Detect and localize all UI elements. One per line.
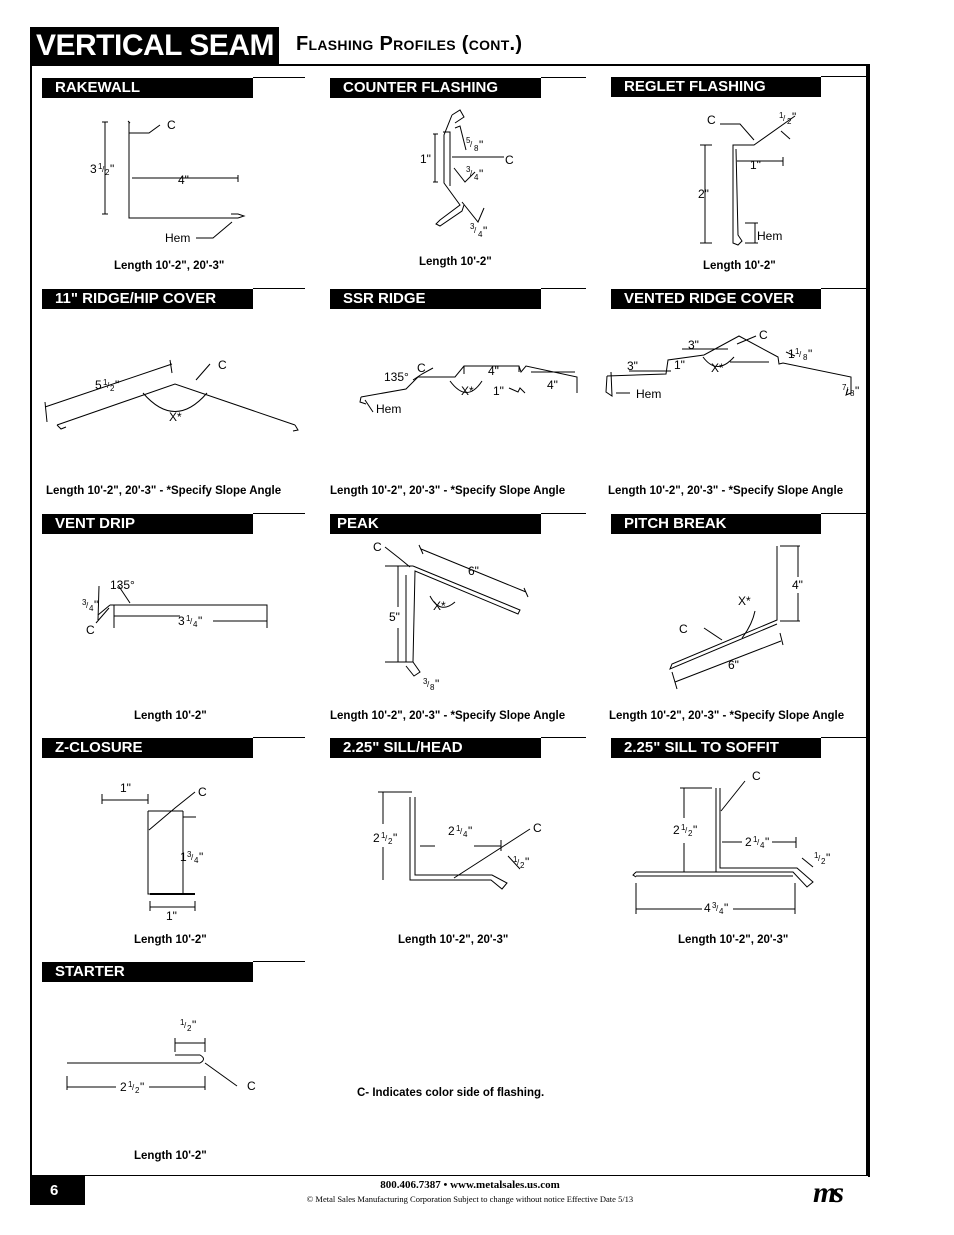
- svg-text:135°: 135°: [110, 578, 135, 592]
- svg-text:": ": [855, 384, 860, 398]
- svg-text:5": 5": [389, 610, 400, 624]
- vent-drip-c-label: C: [86, 623, 95, 637]
- length-reglet-flashing: Length 10'-2": [703, 260, 776, 272]
- svg-text:4: 4: [719, 907, 724, 916]
- svg-text:2: 2: [105, 168, 110, 177]
- svg-text:": ": [479, 138, 484, 152]
- length-ssr-ridge: Length 10'-2", 20'-3" - *Specify Slope Angle: [330, 485, 566, 497]
- svg-text:6": 6": [728, 658, 739, 672]
- svg-text:1: 1: [779, 111, 784, 120]
- reglet-flashing-drawing: [700, 116, 795, 245]
- sill-head-c-label: C: [533, 821, 542, 835]
- header-sill-to-soffit: 2.25" SILL TO SOFFIT: [611, 738, 821, 758]
- svg-text:2: 2: [373, 831, 380, 845]
- svg-text:1: 1: [186, 614, 191, 623]
- svg-text:1: 1: [753, 835, 758, 844]
- svg-text:/: /: [107, 381, 110, 390]
- peak-drawing: [385, 545, 528, 676]
- svg-text:/: /: [799, 350, 802, 359]
- svg-text:": ": [724, 901, 729, 915]
- header-starter: STARTER: [42, 962, 253, 982]
- length-pitch-break: Length 10'-2", 20'-3" - *Specify Slope Angle: [609, 710, 845, 722]
- svg-text:/: /: [385, 834, 388, 843]
- length-vented-ridge-cover: Length 10'-2", 20'-3" - *Specify Slope Angle: [608, 485, 844, 497]
- svg-text:": ": [483, 224, 488, 238]
- svg-text:": ": [792, 110, 797, 124]
- svg-text:/: /: [86, 601, 89, 610]
- page-subtitle: Flashing Profiles (cont.): [296, 33, 523, 55]
- svg-text:/: /: [716, 904, 719, 913]
- svg-text:": ": [808, 347, 813, 361]
- svg-text:/: /: [470, 140, 473, 149]
- svg-text:3: 3: [423, 677, 428, 686]
- svg-text:/: /: [191, 853, 194, 862]
- header-vented-ridge-cover: VENTED RIDGE COVER: [611, 289, 821, 309]
- length-rakewall: Length 10'-2", 20'-3": [114, 260, 225, 272]
- svg-text:4: 4: [89, 604, 94, 613]
- reglet-c-label: C: [707, 113, 716, 127]
- svg-text:2: 2: [187, 1024, 192, 1033]
- svg-text:8: 8: [850, 389, 855, 398]
- metal-sales-logo: ms: [813, 1176, 841, 1209]
- svg-text:5: 5: [466, 136, 471, 145]
- header-reglet-flashing: REGLET FLASHING: [611, 77, 821, 97]
- svg-text:2: 2: [745, 835, 752, 849]
- ridge-x-label: X*: [169, 410, 182, 424]
- svg-text:": ": [826, 851, 831, 865]
- svg-text:2: 2: [388, 837, 393, 846]
- svg-text:135°: 135°: [384, 370, 409, 384]
- counter-dim-1in: 1": [420, 152, 431, 166]
- svg-text:1: 1: [180, 1018, 185, 1027]
- svg-text:1": 1": [120, 781, 131, 795]
- rakewall-c-label: C: [167, 118, 176, 132]
- svg-text:/: /: [818, 854, 821, 863]
- peak-x-label: X*: [433, 599, 446, 613]
- svg-text:4": 4": [792, 578, 803, 592]
- svg-text:8: 8: [803, 353, 808, 362]
- svg-text:/: /: [184, 1021, 187, 1030]
- svg-text:3: 3: [466, 165, 471, 174]
- header-counter-flashing: COUNTER FLASHING: [330, 78, 541, 98]
- reglet-hem-label: Hem: [757, 229, 783, 243]
- svg-text:/: /: [685, 826, 688, 835]
- svg-text:": ": [468, 824, 473, 838]
- svg-text:/: /: [190, 617, 193, 626]
- svg-text:2: 2: [135, 1086, 140, 1095]
- peak-c-label: C: [373, 540, 382, 554]
- svg-text:3: 3: [470, 222, 475, 231]
- length-ridge-hip-cover: Length 10'-2", 20'-3" - *Specify Slope Angle: [46, 485, 282, 497]
- svg-text:4: 4: [463, 830, 468, 839]
- header-ssr-ridge: SSR RIDGE: [330, 289, 541, 309]
- svg-text:": ": [693, 823, 698, 837]
- svg-text:2: 2: [688, 829, 693, 838]
- length-z-closure: Length 10'-2": [134, 934, 207, 946]
- length-sill-to-soffit: Length 10'-2", 20'-3": [678, 934, 789, 946]
- svg-text:2: 2: [120, 1080, 127, 1094]
- length-starter: Length 10'-2": [134, 1150, 207, 1162]
- svg-text:": ": [479, 167, 484, 181]
- svg-text:1": 1": [166, 909, 177, 923]
- header-peak: PEAK: [330, 514, 541, 534]
- svg-text:/: /: [783, 114, 786, 123]
- svg-text:3: 3: [187, 850, 192, 859]
- svg-text:4": 4": [547, 378, 558, 392]
- svg-text:1: 1: [513, 855, 518, 864]
- ssr-hem-label: Hem: [376, 402, 402, 416]
- length-vent-drip: Length 10'-2": [134, 710, 207, 722]
- rakewall-hem-label: Hem: [165, 231, 191, 245]
- svg-text:/: /: [470, 169, 473, 178]
- svg-text:/: /: [517, 858, 520, 867]
- page-title-text: VERTICAL SEAM: [36, 29, 274, 62]
- svg-text:": ": [435, 677, 440, 691]
- svg-text:": ": [765, 835, 770, 849]
- svg-text:4: 4: [478, 230, 483, 239]
- svg-text:6": 6": [468, 564, 479, 578]
- svg-text:4": 4": [488, 364, 499, 378]
- rakewall-dim-whole: 3: [90, 162, 97, 176]
- color-side-note: C- Indicates color side of flashing.: [357, 1087, 545, 1099]
- pitch-break-x-label: X*: [738, 594, 751, 608]
- svg-text:1: 1: [103, 378, 108, 387]
- svg-text:": ": [115, 378, 120, 392]
- length-sill-head: Length 10'-2", 20'-3": [398, 934, 509, 946]
- vented-c-label: C: [759, 328, 768, 342]
- length-counter-flashing: Length 10'-2": [419, 256, 492, 268]
- starter-drawing: [67, 1038, 237, 1090]
- svg-text:/: /: [846, 386, 849, 395]
- rakewall-drawing: [102, 121, 244, 238]
- svg-text:4: 4: [474, 173, 479, 182]
- svg-text:/: /: [132, 1083, 135, 1092]
- svg-text:8: 8: [430, 683, 435, 692]
- svg-text:5: 5: [95, 378, 102, 392]
- svg-text:2: 2: [448, 824, 455, 838]
- counter-c-label: C: [505, 153, 514, 167]
- sill-head-drawing: [378, 792, 530, 889]
- svg-text:/: /: [102, 165, 105, 174]
- footer-legal: © Metal Sales Manufacturing Corporation Subject to change without notice Effective Date 5/13: [306, 1194, 634, 1204]
- svg-text:1": 1": [674, 358, 685, 372]
- svg-text:4: 4: [194, 856, 199, 865]
- svg-text:/: /: [474, 226, 477, 235]
- svg-text:2: 2: [821, 857, 826, 866]
- svg-text:": ": [198, 614, 203, 628]
- ssr-c-label: C: [417, 361, 426, 375]
- svg-text:4: 4: [704, 901, 711, 915]
- svg-text:": ": [393, 831, 398, 845]
- svg-text:1": 1": [493, 384, 504, 398]
- svg-text:1: 1: [98, 162, 103, 171]
- svg-text:7: 7: [842, 383, 847, 392]
- page-number-text: 6: [50, 1182, 59, 1199]
- svg-text:2: 2: [787, 117, 792, 126]
- header-ridge-hip-cover: 11" RIDGE/HIP COVER: [42, 289, 253, 309]
- svg-text:4: 4: [193, 620, 198, 629]
- rakewall-dim-4in: 4": [178, 173, 189, 187]
- svg-text:4: 4: [760, 841, 765, 850]
- vented-x-label: X*: [711, 361, 724, 375]
- header-rakewall: RAKEWALL: [42, 78, 253, 98]
- reglet-dim-1in: 1": [750, 158, 761, 172]
- svg-text:1: 1: [180, 850, 187, 864]
- page-number: [30, 1176, 85, 1205]
- pitch-break-c-label: C: [679, 622, 688, 636]
- svg-text:3: 3: [82, 598, 87, 607]
- svg-text:3: 3: [178, 614, 185, 628]
- footer-contact: 800.406.7387 • www.metalsales.us.com: [380, 1179, 560, 1191]
- svg-text:1: 1: [456, 824, 461, 833]
- svg-text:1: 1: [814, 851, 819, 860]
- svg-text:1: 1: [795, 347, 800, 356]
- svg-text:1: 1: [381, 831, 386, 840]
- svg-text:/: /: [460, 827, 463, 836]
- svg-text:": ": [94, 598, 99, 612]
- length-peak: Length 10'-2", 20'-3" - *Specify Slope Angle: [330, 710, 566, 722]
- header-vent-drip: VENT DRIP: [42, 514, 253, 534]
- svg-text:3": 3": [688, 338, 699, 352]
- svg-text:": ": [192, 1018, 197, 1032]
- svg-text:/: /: [427, 680, 430, 689]
- svg-text:/: /: [757, 838, 760, 847]
- svg-text:1: 1: [788, 347, 795, 361]
- ridge-c-label: C: [218, 358, 227, 372]
- starter-c-label: C: [247, 1079, 256, 1093]
- svg-text:1: 1: [681, 823, 686, 832]
- z-closure-c-label: C: [198, 785, 207, 799]
- svg-text:3: 3: [712, 901, 717, 910]
- header-sill-head: 2.25" SILL/HEAD: [330, 738, 541, 758]
- sill-soffit-c-label: C: [752, 769, 761, 783]
- svg-text:3": 3": [627, 359, 638, 373]
- ssr-x-label: X*: [461, 384, 474, 398]
- svg-text:": ": [110, 162, 115, 176]
- svg-text:1: 1: [128, 1080, 133, 1089]
- header-z-closure: Z-CLOSURE: [42, 738, 253, 758]
- svg-text:": ": [199, 850, 204, 864]
- vented-hem-label: Hem: [636, 387, 662, 401]
- svg-text:2: 2: [110, 384, 115, 393]
- svg-text:2: 2: [520, 861, 525, 870]
- sill-to-soffit-drawing: [633, 781, 813, 914]
- svg-text:": ": [525, 855, 530, 869]
- reglet-dim-2in: 2": [698, 187, 709, 201]
- svg-text:8: 8: [474, 144, 479, 153]
- svg-text:": ": [140, 1080, 145, 1094]
- svg-text:2: 2: [673, 823, 680, 837]
- header-pitch-break: PITCH BREAK: [611, 514, 821, 534]
